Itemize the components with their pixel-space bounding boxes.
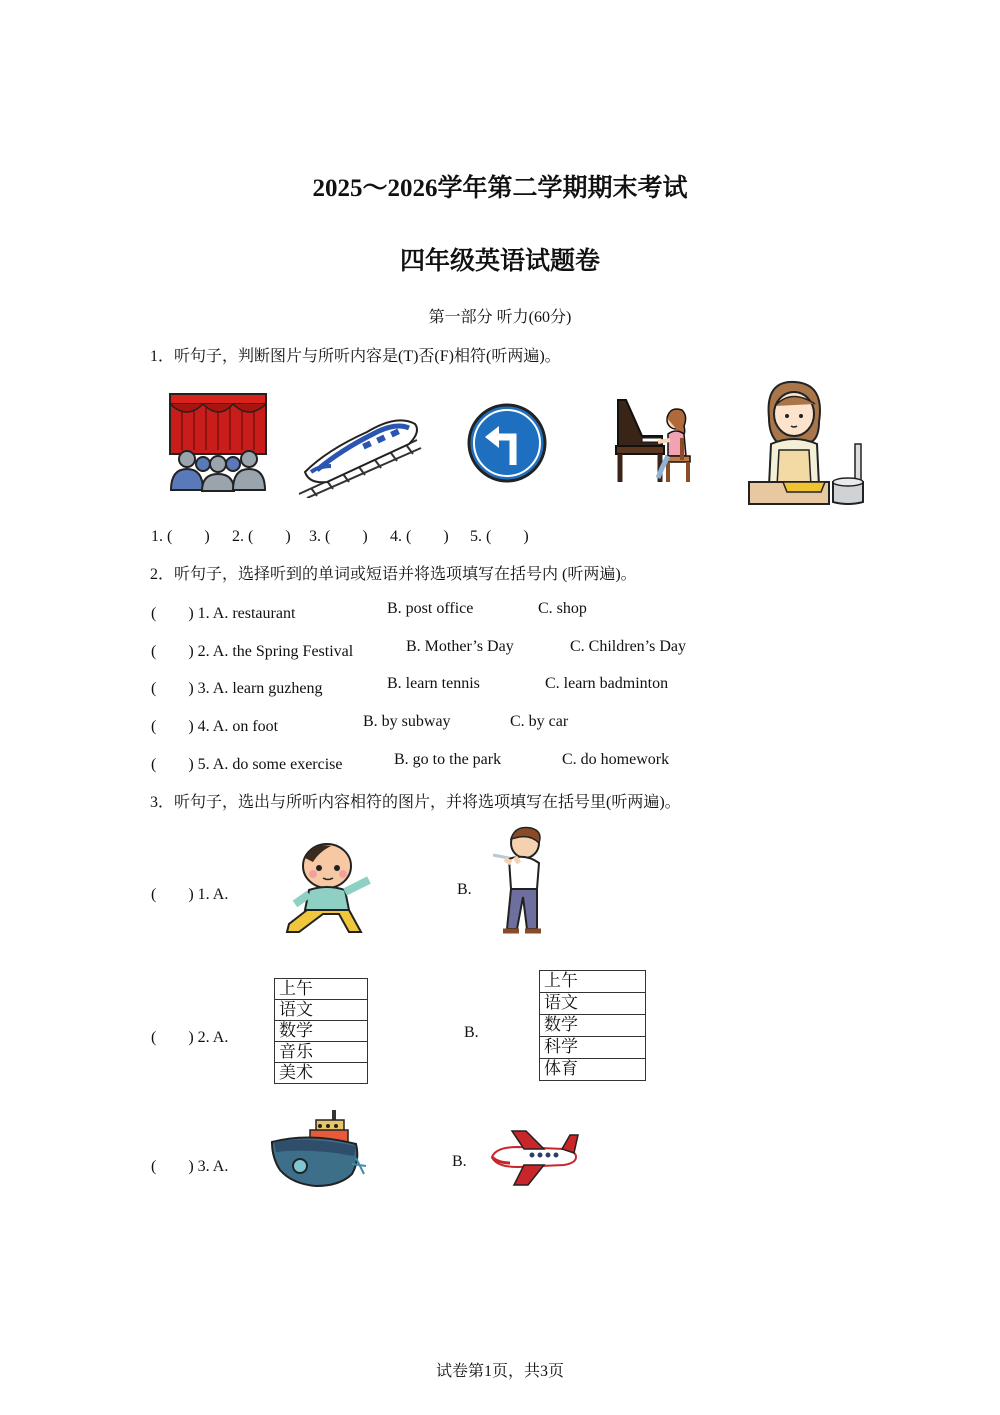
- exam-title: 2025～2026学年第二学期期末考试: [312, 175, 688, 202]
- s3-q1-b-label: B.: [457, 881, 472, 898]
- s2-q2-option-c: C. Children’s Day: [570, 638, 686, 655]
- ship-icon: [270, 1108, 368, 1188]
- s2-q5-option-b: B. go to the park: [394, 751, 502, 768]
- s2-q5-option-c: C. do homework: [562, 751, 670, 768]
- girl-playing-piano-icon: [612, 398, 698, 484]
- s3-q2-label: ( ) 2. A.: [151, 1029, 229, 1046]
- s2-q3-option-b: B. learn tennis: [387, 675, 480, 692]
- schedule-b-row: 科学: [540, 1037, 645, 1059]
- section3-instruction: 3．听句子，选出与所听内容相符的图片，并将选项填写在括号里(听两遍)。: [150, 794, 681, 811]
- s2-q2-option-b: B. Mother’s Day: [406, 638, 514, 655]
- s2-q1: ( ) 1. A. restaurant: [151, 605, 296, 622]
- s3-q2-b-label: B.: [464, 1024, 479, 1041]
- s2-q4: ( ) 4. A. on foot: [151, 718, 279, 735]
- turn-left-sign-icon: [467, 403, 547, 483]
- answer-3[interactable]: 3. ( ): [309, 528, 368, 545]
- answer-4[interactable]: 4. ( ): [390, 528, 449, 545]
- schedule-a-row: 上午: [275, 979, 367, 1000]
- page-footer: 试卷第1页，共3页: [435, 1363, 564, 1380]
- section1-instruction: 1．听句子，判断图片与所听内容是(T)否(F)相符(听两遍)。: [150, 348, 561, 365]
- schedule-a-row: 音乐: [275, 1042, 367, 1063]
- boy-kung-fu-icon: [283, 840, 371, 934]
- schedule-a-row: 语文: [275, 1000, 367, 1021]
- s3-q3-b-label: B.: [452, 1153, 467, 1170]
- s3-q3-label: ( ) 3. A.: [151, 1158, 229, 1175]
- girl-cooking-icon: [747, 378, 865, 506]
- boy-playing-flute-icon: [491, 825, 553, 937]
- schedule-b-row: 数学: [540, 1015, 645, 1037]
- schedule-a: [274, 978, 368, 1084]
- schedule-b-row: 语文: [540, 993, 645, 1015]
- bullet-train-icon: [297, 410, 423, 498]
- answer-1[interactable]: 1. ( ): [151, 528, 210, 545]
- section2-instruction: 2．听句子，选择听到的单词或短语并将选项填写在括号内 (听两遍)。: [150, 566, 637, 583]
- schedule-a-row: 美术: [279, 1063, 313, 1083]
- schedule-a-row: 数学: [275, 1021, 367, 1042]
- answer-2[interactable]: 2. ( ): [232, 528, 291, 545]
- s2-q4-option-c: C. by car: [510, 713, 569, 730]
- s2-q1-option-b: B. post office: [387, 600, 474, 617]
- exam-subtitle: 四年级英语试题卷: [399, 248, 600, 275]
- s2-q5: ( ) 5. A. do some exercise: [151, 756, 343, 773]
- s2-q4-option-b: B. by subway: [363, 713, 451, 730]
- schedule-b-row: 体育: [544, 1059, 578, 1079]
- part-heading: 第一部分 听力(60分): [428, 309, 572, 326]
- s2-q3-option-c: C. learn badminton: [545, 675, 669, 692]
- s2-q1-option-c: C. shop: [538, 600, 587, 617]
- s2-q3: ( ) 3. A. learn guzheng: [151, 680, 323, 697]
- theater-icon: [167, 392, 269, 492]
- s2-q2: ( ) 2. A. the Spring Festival: [151, 643, 354, 660]
- schedule-b: [539, 970, 646, 1081]
- answer-5[interactable]: 5. ( ): [470, 528, 529, 545]
- s3-q1-label: ( ) 1. A.: [151, 886, 229, 903]
- airplane-icon: [488, 1127, 580, 1189]
- schedule-b-row: 上午: [540, 971, 645, 993]
